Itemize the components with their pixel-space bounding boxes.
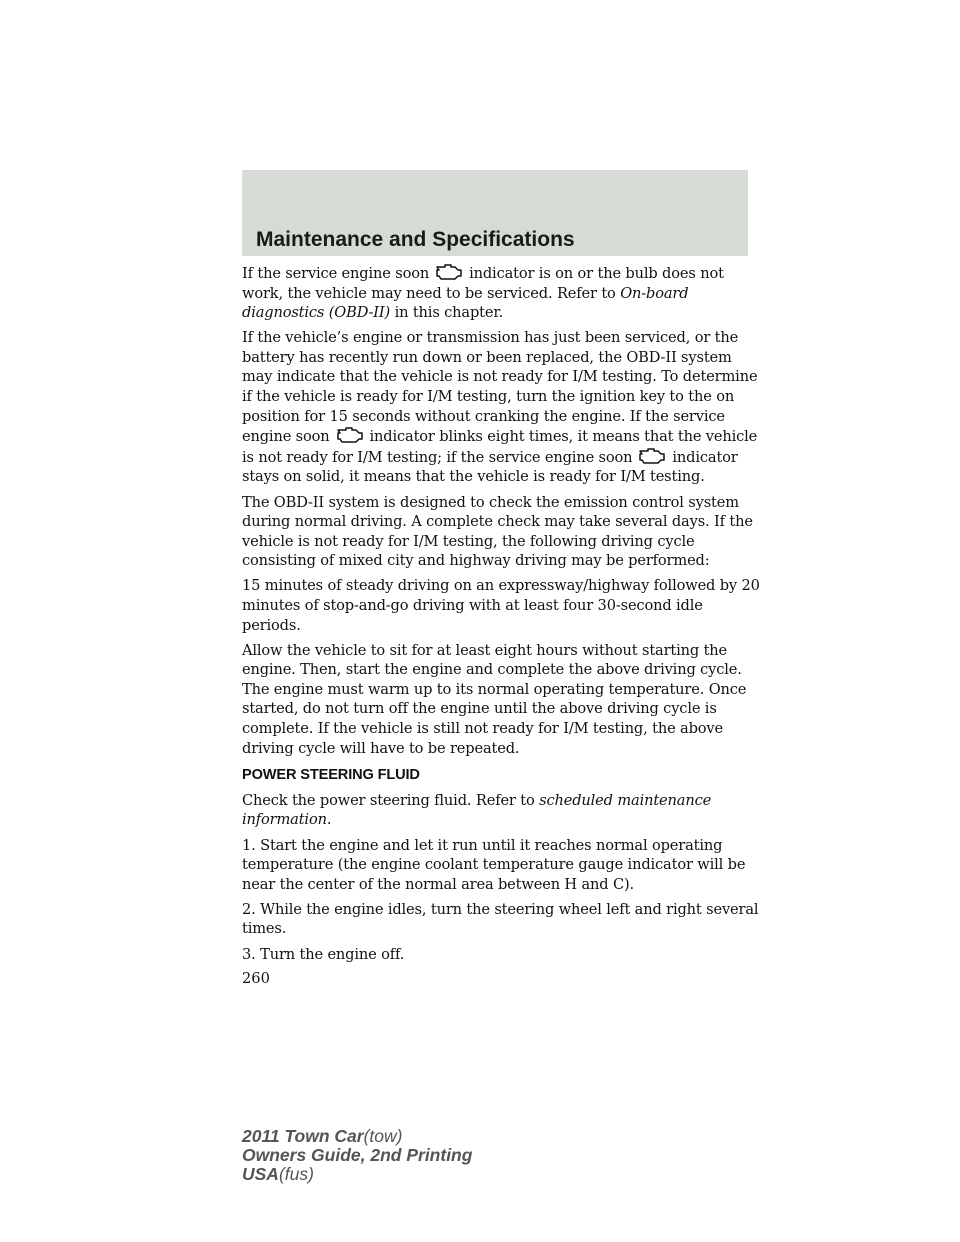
step-1: 1. Start the engine and let it run until it reaches normal operating temperature (the engine coolant temperature gauge indicator will be near the center of the normal area between H and C).: [242, 836, 746, 893]
engine-icon: [332, 426, 366, 444]
page-number: 260: [242, 970, 270, 987]
footer-line-3: USA(fus): [242, 1164, 314, 1184]
footer-line-1: 2011 Town Car(tow): [242, 1126, 403, 1146]
body-text: [242, 263, 762, 970]
engine-icon: [431, 263, 465, 281]
paragraph-service-engine: If the service engine soon indicator is on or the bulb does not work, the vehicle may need to be serviced. Refer to On-board diagnostics (OBD-II) in this chapter.: [242, 265, 724, 322]
footer-line-2: Owners Guide, 2nd Printing: [242, 1145, 473, 1165]
engine-icon: [634, 447, 668, 465]
paragraph-check-fluid: Check the power steering fluid. Refer to scheduled maintenance information.: [242, 791, 712, 829]
print-footer: [242, 1127, 472, 1184]
page-title: Maintenance and Specifications: [256, 228, 575, 251]
step-2: 2. While the engine idles, turn the steering wheel left and right several times.: [242, 900, 759, 938]
paragraph-obd-ready: If the vehicle’s engine or transmission has just been serviced, or the battery has recently run down or been replaced, the OBD-II system may indicate that the vehicle is not ready for I/M testing. To determine if the vehicle is ready for I/M testing, turn the ignition key to the on position for 15 seconds without cranking the engine. If the service engine soon indicator blinks eight times, it means that the vehicle is not ready for I/M testing; if the service engine soon indicator stays on solid, it means that the vehicle is ready for I/M testing.: [242, 329, 758, 486]
paragraph-obd-system: The OBD-II system is designed to check the emission control system during normal driving. A complete check may take several days. If the vehicle is not ready for I/M testing, the following driving cycle consisting of mixed city and highway driving may be performed:: [242, 493, 753, 570]
section-heading: POWER STEERING FLUID: [242, 767, 420, 784]
paragraph-allow-vehicle: Allow the vehicle to sit for at least eight hours without starting the engine. Then, start the engine and complete the above driving cycle. The engine must warm up to its normal operating temperature. Once started, do not turn off the engine until the above driving cycle is complete. If the vehicle is still not ready for I/M testing, the above driving cycle will have to be repeated.: [242, 641, 747, 757]
paragraph-driving-cycle: 15 minutes of steady driving on an expressway/highway followed by 20 minutes of stop-and-go driving with at least four 30-second idle periods.: [242, 577, 760, 634]
step-3: 3. Turn the engine off.: [242, 945, 405, 963]
